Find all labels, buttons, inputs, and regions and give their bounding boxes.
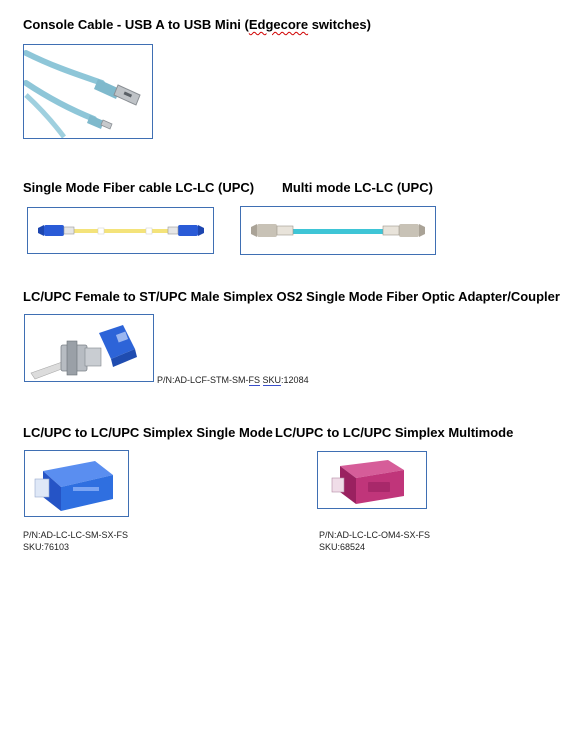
single-mode-fiber-title: Single Mode Fiber cable LC-LC (UPC) xyxy=(23,180,255,195)
sm-coupler-title: LC/UPC to LC/UPC Simplex Single Mode xyxy=(23,425,273,440)
mm-coupler-sku: SKU:68524 xyxy=(319,542,366,552)
sm-coupler-info xyxy=(23,529,128,553)
adapter-sku-value: :12084 xyxy=(281,375,309,385)
console-cable-title xyxy=(23,17,371,32)
mm-coupler-title: LC/UPC to LC/UPC Simplex Multimode xyxy=(275,425,514,440)
multi-mode-fiber-title: Multi mode LC-LC (UPC) xyxy=(282,180,433,195)
console-cable-title-text: Console Cable - USB A to USB Mini ( xyxy=(23,17,249,32)
mm-coupler-part-number: P/N:AD-LC-LC-OM4-SX-FS xyxy=(319,530,431,540)
adapter-sku-label: SKU xyxy=(262,375,282,385)
sm-coupler-part-number: P/N:AD-LC-LC-SM-SX-FS xyxy=(23,530,129,540)
adapter-title: LC/UPC Female to ST/UPC Male Simplex OS2 Single Mode Fiber Optic Adapter/Coupler xyxy=(23,289,560,304)
mm-coupler-image xyxy=(317,451,427,509)
mm-coupler-info xyxy=(319,529,430,553)
multi-mode-fiber-image xyxy=(240,206,436,255)
adapter-pn-text: P/N:AD-LCF-STM-SM- xyxy=(157,375,249,385)
adapter-image xyxy=(24,314,154,382)
adapter-pn-fs: FS xyxy=(248,375,261,385)
console-cable-image xyxy=(23,44,153,139)
sm-coupler-image xyxy=(24,450,129,517)
console-cable-title-suffix: switches) xyxy=(308,17,371,32)
single-mode-fiber-image xyxy=(27,207,214,254)
adapter-part-number xyxy=(157,374,309,386)
console-cable-title-brand: Edgecore xyxy=(248,17,309,32)
sm-coupler-sku: SKU:76103 xyxy=(23,542,70,552)
